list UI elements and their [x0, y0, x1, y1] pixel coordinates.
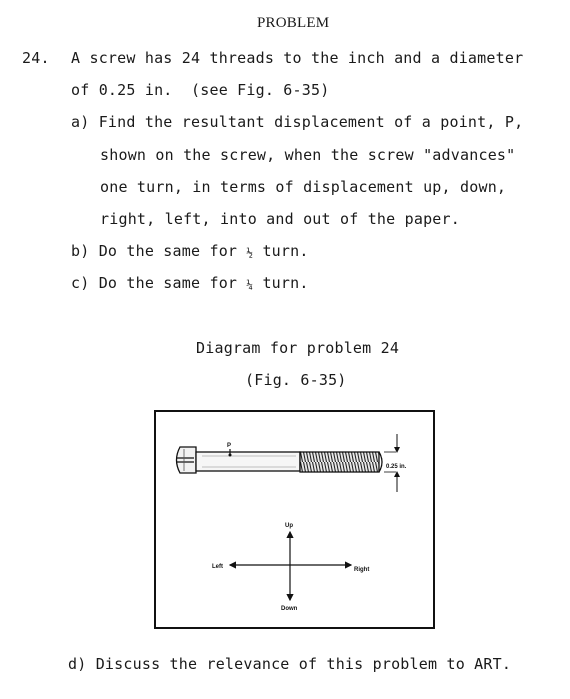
diagram-caption: Diagram for problem 24: [196, 339, 400, 357]
statement-line-2: of 0.25 in. (see Fig. 6-35): [71, 81, 330, 99]
up-label: Up: [285, 523, 293, 529]
part-b: [71, 242, 309, 260]
screw-shank: [196, 452, 300, 471]
heading: PROBLEM: [257, 15, 330, 31]
diameter-label: 0.25 in.: [386, 464, 407, 470]
screw-head: [176, 447, 196, 473]
direction-compass: [212, 523, 369, 612]
down-label: Down: [281, 606, 298, 612]
part-c-suffix: turn.: [253, 274, 309, 292]
part-c: [71, 274, 309, 292]
figure-screw-diagram: [154, 410, 435, 629]
point-p-label: P: [227, 443, 232, 449]
right-label: Right: [354, 567, 370, 573]
part-c-prefix: c) Do the same for: [71, 274, 247, 292]
problem-number: 24.: [22, 49, 50, 67]
statement-line-1: A screw has 24 threads to the inch and a diameter: [71, 49, 524, 67]
part-b-suffix: turn.: [253, 242, 309, 260]
left-label: Left: [212, 564, 223, 570]
part-a-line-4: right, left, into and out of the paper.: [100, 210, 460, 228]
part-a-line-2: shown on the screw, when the screw "advances": [100, 146, 516, 164]
part-b-prefix: b) Do the same for: [71, 242, 247, 260]
part-b-fraction: ½: [246, 246, 254, 259]
part-a-line-3: one turn, in terms of displacement up, down,: [100, 178, 507, 196]
part-d: d) Discuss the relevance of this problem to ART.: [68, 655, 512, 673]
part-a-line-1: a) Find the resultant displacement of a point, P,: [71, 113, 524, 131]
screw-threads: [300, 452, 382, 472]
screw-diagram-svg: [156, 412, 433, 627]
part-c-fraction: ¼: [246, 278, 254, 291]
figure-ref: (Fig. 6-35): [245, 371, 347, 389]
diameter-dimension: [384, 434, 407, 492]
